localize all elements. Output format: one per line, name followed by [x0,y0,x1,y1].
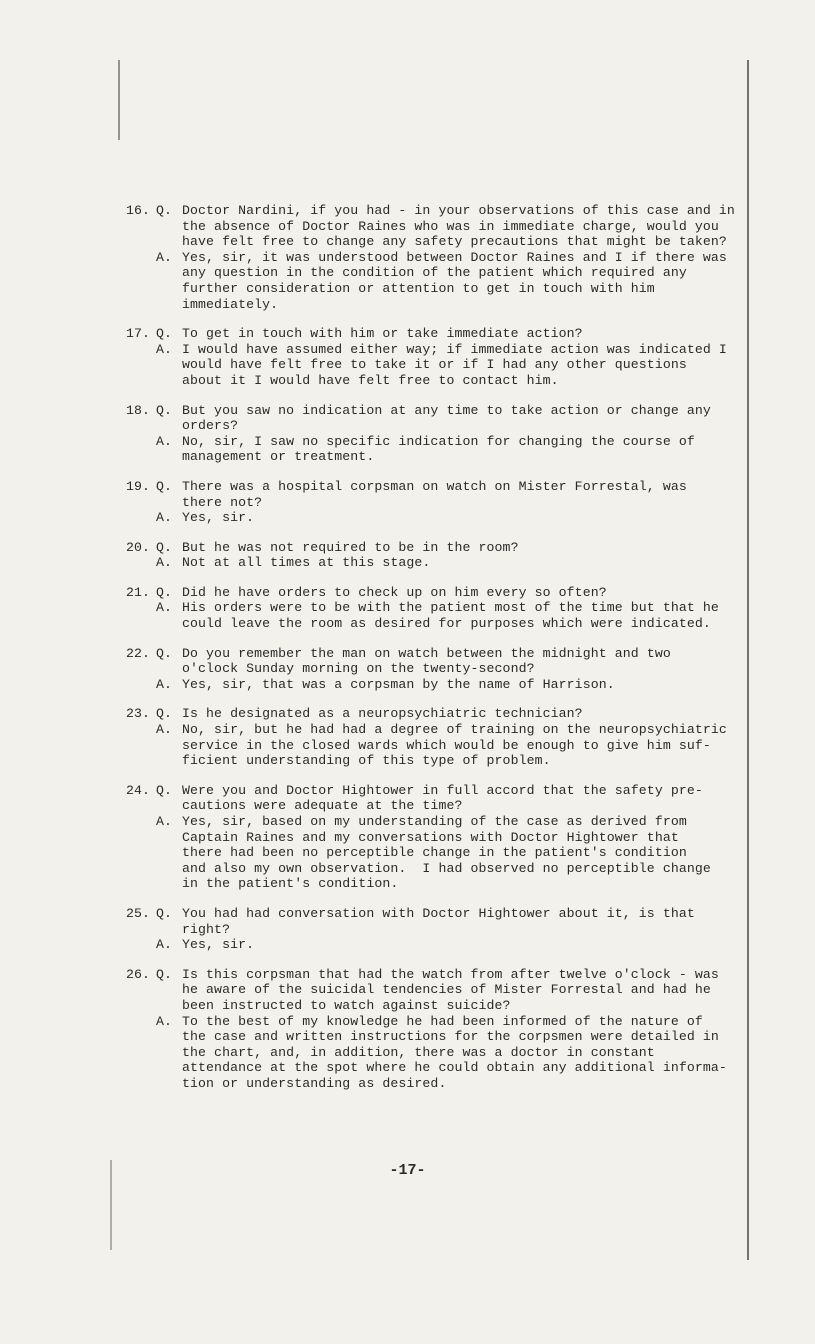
question-line [126,982,746,998]
item-number: 19. [126,478,151,494]
answer-line [126,1076,746,1092]
question-label: Q. [156,782,173,798]
question-line [126,203,746,219]
question-line [126,418,746,434]
answer-text: Yes, sir, that was a corpsman by the name of Harrison. [182,676,615,692]
answer-line [126,738,746,754]
answer-text: To the best of my knowledge he had been informed of the nature of [182,1013,703,1029]
question-text: orders? [182,418,239,434]
testimony-list [126,203,746,1106]
question-label: Q. [156,706,173,722]
question-line [126,783,746,799]
answer-line [126,600,746,616]
answer-label: A. [156,937,173,953]
question-line [126,326,746,342]
question-text: Did he have orders to check up on him every so often? [182,584,607,600]
question-line [126,998,746,1014]
question-line [126,661,746,677]
item-number: 23. [126,706,151,722]
question-text: o'clock Sunday morning on the twenty-second? [182,661,535,677]
question-text: Is he designated as a neuropsychiatric technician? [182,706,583,722]
question-line [126,706,746,722]
question-line [126,495,746,511]
answer-label: A. [156,676,173,692]
answer-label: A. [156,1013,173,1029]
answer-text: immediately. [182,296,279,312]
answer-text: I would have assumed either way; if immediate action was indicated I [182,341,727,357]
question-text: But you saw no indication at any time to take action or change any [182,402,711,418]
answer-text: management or treatment. [182,449,375,465]
item-number: 16. [126,203,151,218]
answer-label: A. [156,341,173,357]
binding-mark [118,60,120,140]
answer-line [126,510,746,526]
answer-line [126,722,746,738]
answer-line [126,1029,746,1045]
question-line [126,234,746,250]
answer-text: No, sir, but he had had a degree of training on the neuropsychiatric [182,722,727,738]
answer-text: Not at all times at this stage. [182,555,431,571]
answer-label: A. [156,249,173,265]
answer-line [126,677,746,693]
item-number: 18. [126,402,151,418]
question-label: Q. [156,539,173,555]
answer-line [126,845,746,861]
question-label: Q. [156,905,173,921]
qa-item [126,585,746,632]
answer-text: would have felt free to take it or if I had any other questions [182,357,687,373]
item-number: 22. [126,645,151,661]
question-label: Q. [156,645,173,661]
qa-item [126,403,746,465]
answer-text: service in the closed wards which would be enough to give him suf- [182,737,711,753]
item-number: 21. [126,584,151,600]
question-line [126,403,746,419]
answer-label: A. [156,555,173,571]
answer-line [126,1014,746,1030]
question-line [126,219,746,235]
answer-line [126,555,746,571]
answer-line [126,449,746,465]
answer-text: Captain Raines and my conversations with Doctor Hightower that [182,829,679,845]
answer-line [126,357,746,373]
answer-line [126,434,746,450]
item-number: 24. [126,782,151,798]
answer-text: further consideration or attention to get in touch with him [182,280,655,296]
question-text: You had had conversation with Doctor Hightower about it, is that [182,905,695,921]
qa-item [126,706,746,768]
answer-text: there had been no perceptible change in the patient's condition [182,845,687,861]
answer-text: No, sir, I saw no specific indication for changing the course of [182,433,695,449]
question-label: Q. [156,203,173,218]
answer-line [126,373,746,389]
qa-item [126,540,746,571]
item-number: 25. [126,905,151,921]
answer-line [126,342,746,358]
margin-rule [747,60,749,1260]
question-text: he aware of the suicidal tendencies of Mister Forrestal and had he [182,982,711,998]
question-text: To get in touch with him or take immediate action? [182,326,583,342]
answer-text: ficient understanding of this type of problem. [182,753,551,769]
qa-item [126,326,746,388]
answer-line [126,281,746,297]
qa-item [126,967,746,1092]
answer-line [126,265,746,281]
question-text: cautions were adequate at the time? [182,798,463,814]
question-label: Q. [156,326,173,342]
question-line [126,585,746,601]
question-line [126,479,746,495]
answer-text: Yes, sir. [182,937,255,953]
question-text: There was a hospital corpsman on watch on Mister Forrestal, was [182,478,687,494]
answer-text: Yes, sir. [182,510,255,526]
question-text: Do you remember the man on watch between the midnight and two [182,645,671,661]
answer-line [126,876,746,892]
question-label: Q. [156,966,173,982]
answer-line [126,1045,746,1061]
answer-line [126,814,746,830]
qa-item [126,203,746,312]
question-text: right? [182,921,231,937]
answer-line [126,1060,746,1076]
question-text: have felt free to change any safety precautions that might be taken? [182,234,727,250]
question-line [126,906,746,922]
qa-item [126,906,746,953]
question-line [126,646,746,662]
answer-text: Yes, sir, it was understood between Doctor Raines and I if there was [182,249,727,265]
answer-line [126,616,746,632]
answer-text: and also my own observation. I had observed no perceptible change [182,860,711,876]
answer-text: attendance at the spot where he could obtain any additional informa- [182,1060,727,1076]
qa-item [126,646,746,693]
answer-line [126,861,746,877]
question-label: Q. [156,478,173,494]
item-number: 20. [126,539,151,555]
question-text: Were you and Doctor Hightower in full accord that the safety pre- [182,782,703,798]
answer-text: tion or understanding as desired. [182,1075,447,1091]
question-text: the absence of Doctor Raines who was in immediate charge, would you [182,218,719,234]
question-line [126,798,746,814]
item-number: 26. [126,966,151,982]
answer-text: in the patient's condition. [182,876,399,892]
answer-line [126,250,746,266]
answer-label: A. [156,722,173,738]
page-number: -17- [389,1162,426,1179]
item-number: 17. [126,326,151,342]
question-label: Q. [156,402,173,418]
qa-item [126,783,746,892]
answer-text: His orders were to be with the patient most of the time but that he [182,600,719,616]
qa-item [126,479,746,526]
question-text: But he was not required to be in the room? [182,539,519,555]
question-line [126,922,746,938]
answer-label: A. [156,814,173,829]
answer-text: Yes, sir, based on my understanding of the case as derived from [182,814,687,829]
question-label: Q. [156,584,173,600]
answer-label: A. [156,433,173,449]
answer-label: A. [156,510,173,526]
answer-line [126,937,746,953]
question-text: there not? [182,494,263,510]
answer-line [126,753,746,769]
answer-text: the case and written instructions for the corpsmen were detailed in [182,1029,719,1045]
question-line [126,540,746,556]
answer-text: the chart, and, in addition, there was a doctor in constant [182,1044,655,1060]
question-text: Is this corpsman that had the watch from after twelve o'clock - was [182,966,719,982]
question-text: been instructed to watch against suicide? [182,997,511,1013]
answer-text: any question in the condition of the patient which required any [182,265,687,281]
answer-label: A. [156,600,173,616]
answer-text: about it I would have felt free to contact him. [182,372,559,388]
question-text: Doctor Nardini, if you had - in your observations of this case and in [182,203,735,218]
answer-line [126,297,746,313]
answer-text: could leave the room as desired for purposes which were indicated. [182,616,711,632]
question-line [126,967,746,983]
answer-line [126,830,746,846]
